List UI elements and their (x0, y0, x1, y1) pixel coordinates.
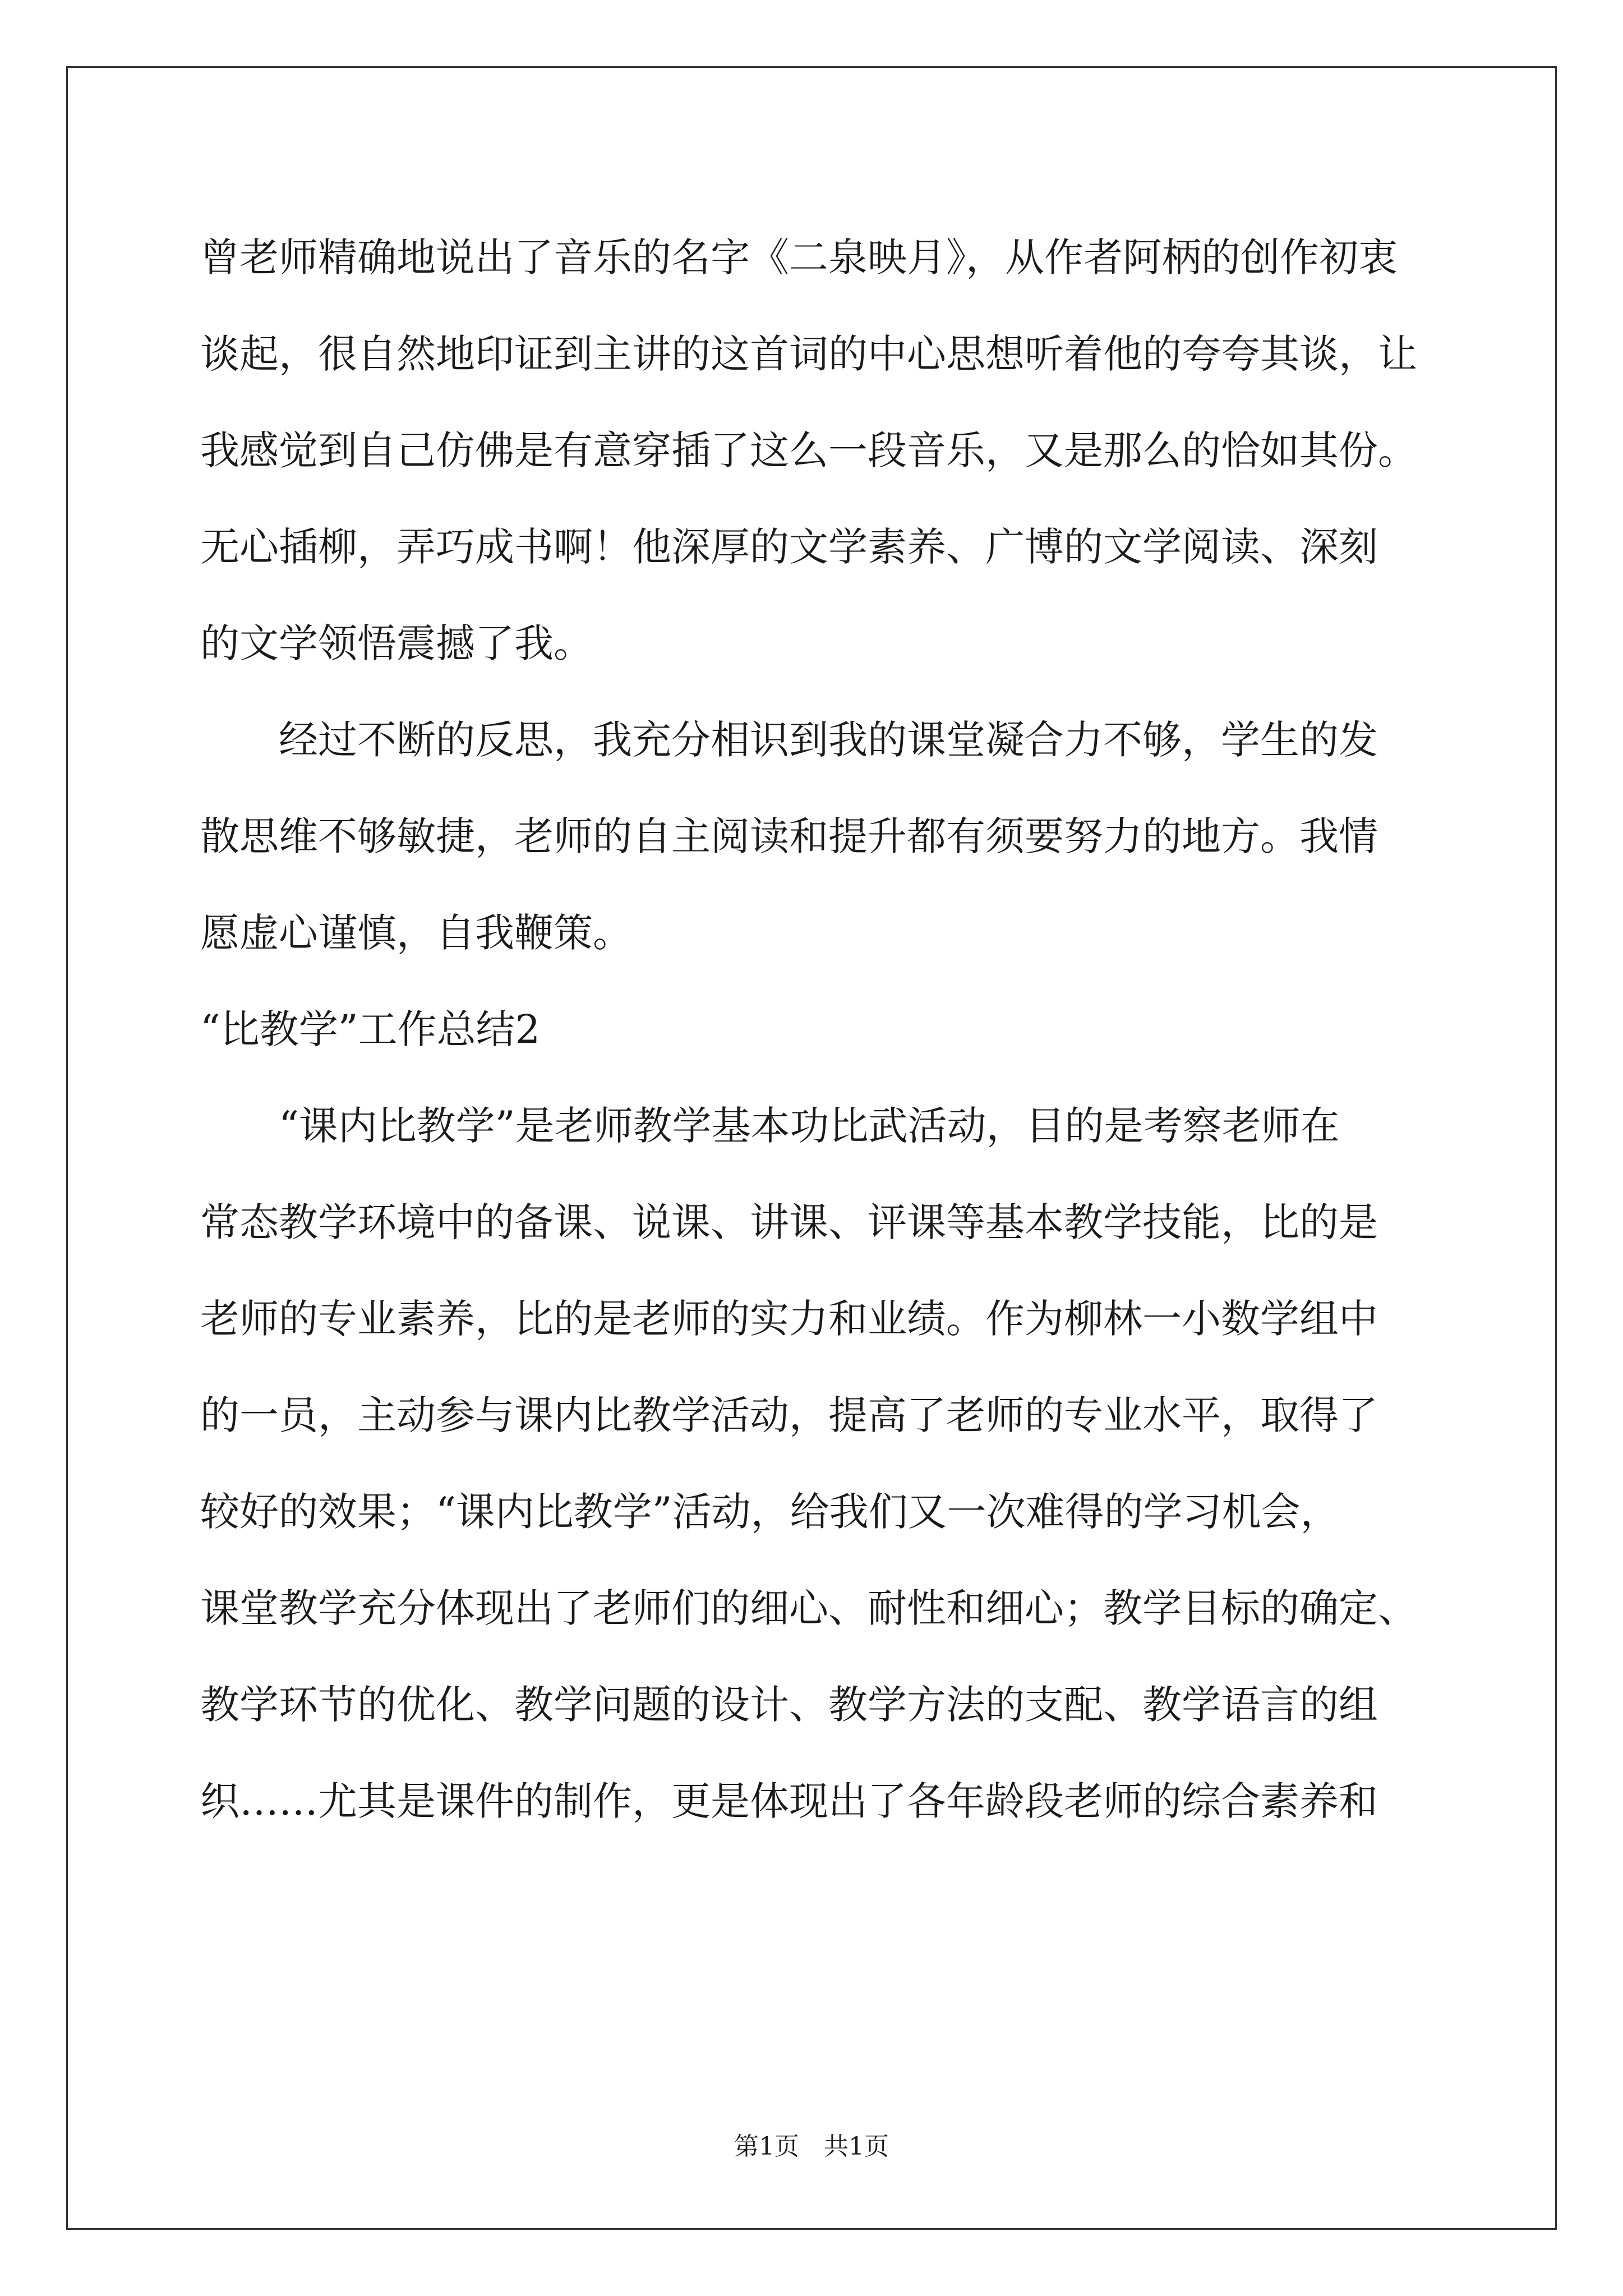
paragraph-start-line: “课内比教学”是老师教学基本功比武活动，目的是考察老师在 (279, 1103, 1340, 1149)
text-line: 织……尤其是课件的制作，更是体现出了各年龄段老师的综合素养和 (200, 1778, 1378, 1824)
text-line: 教学环节的优化、教学问题的设计、教学方法的支配、教学语言的组 (200, 1682, 1378, 1728)
text-line: 我感觉到自己仿佛是有意穿插了这么一段音乐，又是那么的恰如其份。 (200, 427, 1417, 473)
document-body (200, 209, 1434, 1849)
text-line: 谈起，很自然地印证到主讲的这首词的中心思想听着他的夸夸其谈，让 (200, 331, 1417, 377)
page-footer: 第1页 共1页 (734, 2132, 889, 2161)
text-line: 的文学领悟震撼了我。 (200, 620, 593, 666)
text-line: 曾老师精确地说出了音乐的名字《二泉映月》，从作者阿柄的创作初衷 (200, 234, 1398, 280)
text-line: 老师的专业素养，比的是老师的实力和业绩。作为柳林一小数学组中 (200, 1296, 1378, 1342)
text-line: 常态教学环境中的备课、说课、讲课、评课等基本教学技能，比的是 (200, 1199, 1378, 1245)
text-line: 较好的效果；“课内比教学”活动，给我们又一次难得的学习机会， (200, 1489, 1340, 1535)
text-line: 愿虚心谨慎，自我鞭策。 (200, 910, 632, 956)
text-line: 课堂教学充分体现出了老师们的细心、耐性和细心；教学目标的确定、 (200, 1585, 1417, 1631)
section-heading: “比教学”工作总结2 (200, 1006, 541, 1052)
text-line: 无心插柳，弄巧成书啊！他深厚的文学素养、广博的文学阅读、深刻 (200, 524, 1378, 570)
text-line: 散思维不够敏捷，老师的自主阅读和提升都有须要努力的地方。我情 (200, 813, 1378, 859)
paragraph-start-line: 经过不断的反思，我充分相识到我的课堂凝合力不够，学生的发 (279, 717, 1378, 763)
text-line: 的一员，主动参与课内比教学活动，提高了老师的专业水平，取得了 (200, 1392, 1378, 1438)
